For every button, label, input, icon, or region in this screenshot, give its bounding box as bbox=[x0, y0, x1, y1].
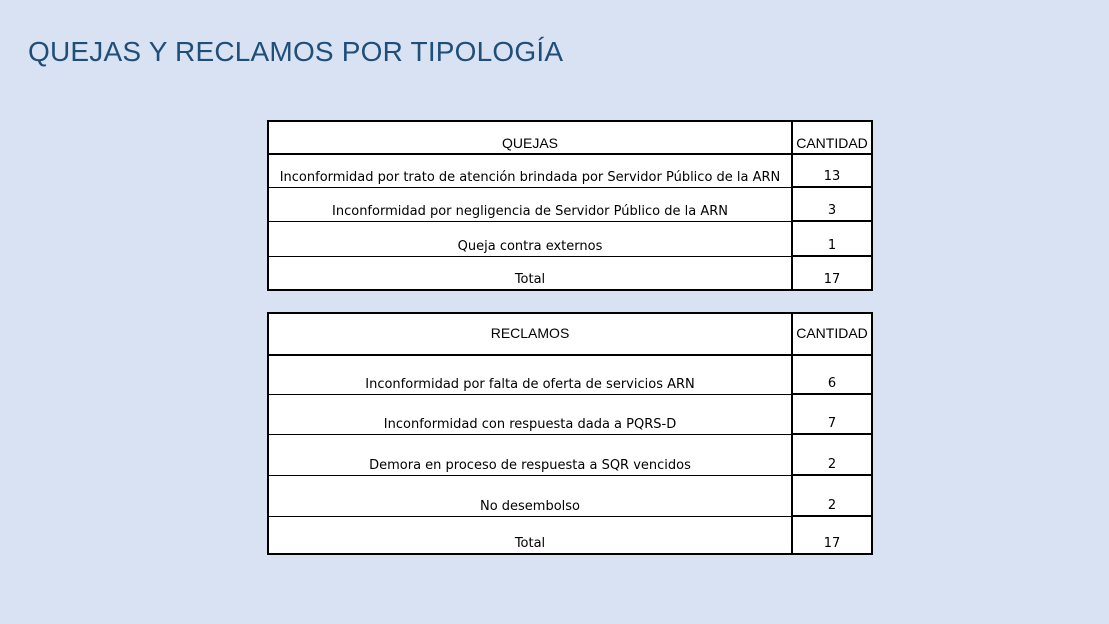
table-row bbox=[268, 154, 872, 187]
row-label: Queja contra externos bbox=[268, 221, 792, 256]
row-value: 6 bbox=[792, 355, 872, 394]
table-row bbox=[268, 434, 872, 475]
quejas-column-header: QUEJAS bbox=[268, 121, 792, 154]
reclamos-column-header: RECLAMOS bbox=[268, 313, 792, 355]
total-label: Total bbox=[514, 272, 546, 287]
total-row bbox=[268, 516, 872, 554]
row-label: Inconformidad por negligencia de Servidor Público de la ARN bbox=[268, 187, 792, 221]
row-label: Inconformidad por trato de atención brindada por Servidor Público de la ARN bbox=[268, 154, 792, 187]
reclamos-table bbox=[267, 312, 873, 555]
row-label: No desembolso bbox=[268, 475, 792, 516]
row-value: 1 bbox=[792, 221, 872, 256]
table-row bbox=[268, 355, 872, 394]
page-title: QUEJAS Y RECLAMOS POR TIPOLOGÍA bbox=[28, 36, 564, 67]
table-row bbox=[268, 475, 872, 516]
row-label: Inconformidad con respuesta dada a PQRS-D bbox=[268, 394, 792, 434]
table-row bbox=[268, 187, 872, 221]
total-value: 17 bbox=[792, 256, 872, 290]
row-value: 2 bbox=[792, 475, 872, 516]
cantidad-column-header: CANTIDAD bbox=[792, 121, 872, 154]
row-label: Demora en proceso de respuesta a SQR vencidos bbox=[268, 434, 792, 475]
table-row bbox=[268, 394, 872, 434]
row-value: 3 bbox=[792, 187, 872, 221]
table-header-row bbox=[268, 121, 872, 154]
total-label: Total bbox=[514, 536, 546, 551]
quejas-table bbox=[267, 120, 873, 291]
cantidad-column-header: CANTIDAD bbox=[792, 313, 872, 355]
row-value: 7 bbox=[792, 394, 872, 434]
table-row bbox=[268, 221, 872, 256]
row-value: 13 bbox=[792, 154, 872, 187]
row-label: Inconformidad por falta de oferta de servicios ARN bbox=[268, 355, 792, 394]
total-row bbox=[268, 256, 872, 290]
total-value: 17 bbox=[792, 516, 872, 554]
row-value: 2 bbox=[792, 434, 872, 475]
table-header-row bbox=[268, 313, 872, 355]
